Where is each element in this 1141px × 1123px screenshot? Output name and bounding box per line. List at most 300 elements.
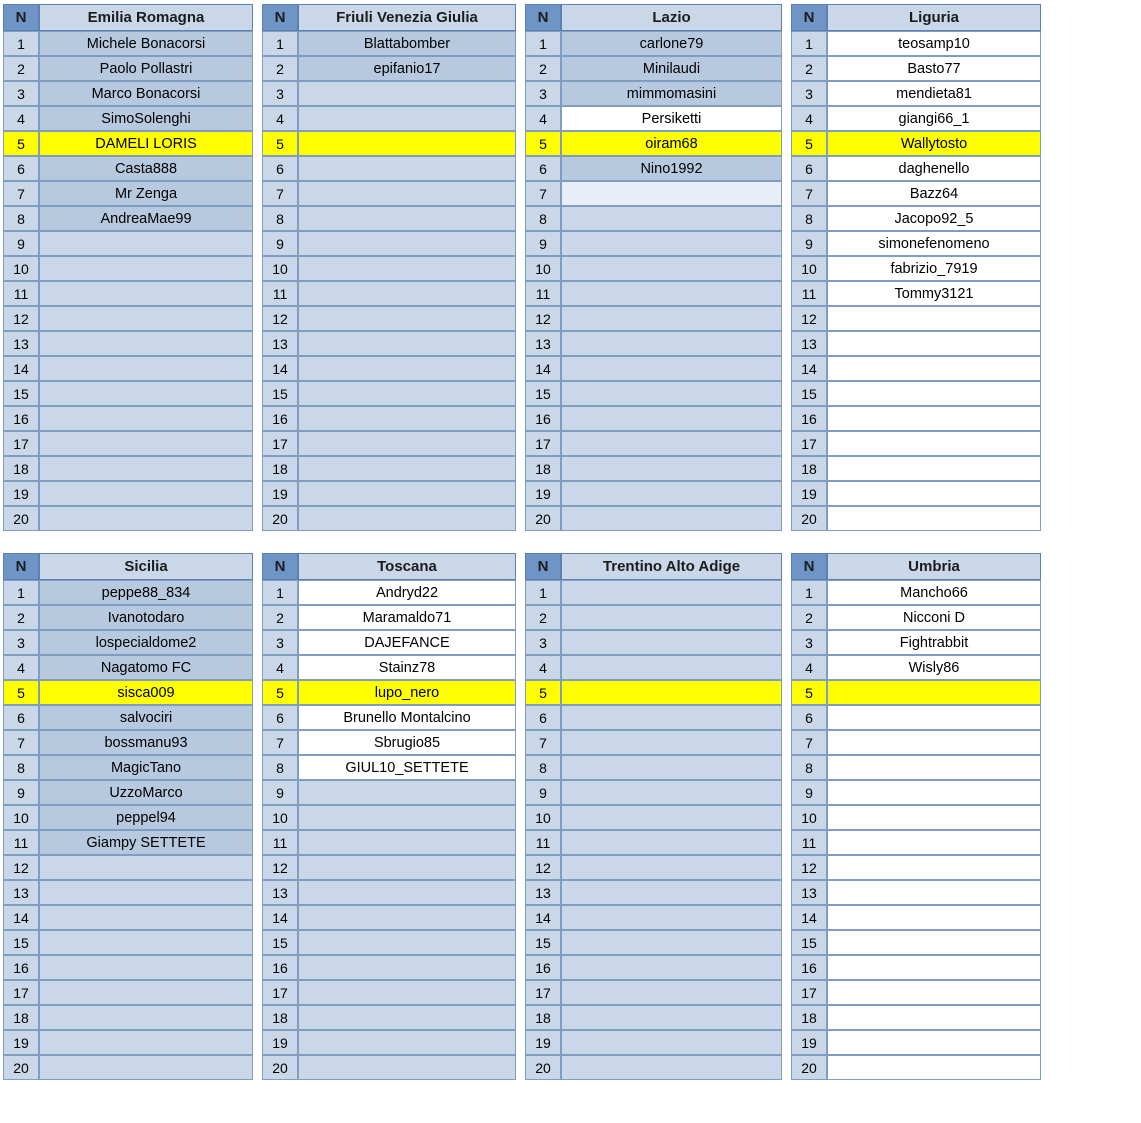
row-number-cell[interactable]: 19	[262, 481, 298, 506]
row-number-cell[interactable]: 19	[262, 1030, 298, 1055]
row-number-cell[interactable]: 17	[3, 980, 39, 1005]
row-number-cell[interactable]: 2	[791, 56, 827, 81]
row-number-cell[interactable]: 7	[791, 730, 827, 755]
player-name-cell[interactable]: Ivanotodaro	[39, 605, 253, 630]
player-name-cell[interactable]	[298, 830, 516, 855]
player-name-cell[interactable]	[827, 855, 1041, 880]
row-number-cell[interactable]: 7	[791, 181, 827, 206]
player-name-cell[interactable]	[561, 1055, 782, 1080]
player-name-cell[interactable]	[827, 780, 1041, 805]
player-name-cell[interactable]: peppel94	[39, 805, 253, 830]
row-number-cell[interactable]: 9	[791, 780, 827, 805]
player-name-cell[interactable]	[39, 256, 253, 281]
row-number-cell[interactable]: 10	[525, 805, 561, 830]
row-number-cell[interactable]: 9	[3, 780, 39, 805]
player-name-cell[interactable]: epifanio17	[298, 56, 516, 81]
row-number-cell[interactable]: 2	[525, 56, 561, 81]
row-number-cell[interactable]: 2	[262, 56, 298, 81]
row-number-cell[interactable]: 8	[3, 206, 39, 231]
player-name-cell[interactable]	[298, 381, 516, 406]
row-number-cell[interactable]: 13	[791, 331, 827, 356]
row-number-cell[interactable]: 9	[3, 231, 39, 256]
row-number-cell[interactable]: 19	[791, 1030, 827, 1055]
player-name-cell[interactable]	[298, 955, 516, 980]
row-number-cell[interactable]: 4	[3, 655, 39, 680]
row-number-cell[interactable]: 10	[3, 256, 39, 281]
player-name-cell[interactable]: UzzoMarco	[39, 780, 253, 805]
row-number-cell[interactable]: 3	[791, 81, 827, 106]
row-number-cell[interactable]: 8	[525, 755, 561, 780]
row-number-cell[interactable]: 3	[262, 81, 298, 106]
row-number-cell[interactable]: 1	[791, 580, 827, 605]
player-name-cell[interactable]	[561, 805, 782, 830]
row-number-cell[interactable]: 19	[3, 481, 39, 506]
row-number-cell[interactable]: 9	[262, 231, 298, 256]
row-number-cell[interactable]: 12	[525, 855, 561, 880]
row-number-cell[interactable]: 17	[262, 431, 298, 456]
row-number-cell[interactable]: 6	[525, 156, 561, 181]
row-number-cell[interactable]: 8	[262, 206, 298, 231]
row-number-cell[interactable]: 20	[262, 506, 298, 531]
row-number-cell[interactable]: 7	[3, 181, 39, 206]
player-name-cell[interactable]	[39, 306, 253, 331]
row-number-cell[interactable]: 1	[525, 580, 561, 605]
row-number-cell[interactable]: 6	[3, 156, 39, 181]
player-name-cell[interactable]	[827, 705, 1041, 730]
row-number-cell[interactable]: 4	[525, 106, 561, 131]
player-name-cell[interactable]	[561, 630, 782, 655]
row-number-cell[interactable]: 14	[791, 905, 827, 930]
row-number-cell[interactable]: 17	[791, 431, 827, 456]
player-name-cell[interactable]	[39, 481, 253, 506]
player-name-cell[interactable]	[827, 456, 1041, 481]
row-number-cell[interactable]: 11	[262, 830, 298, 855]
row-number-cell[interactable]: 8	[791, 755, 827, 780]
row-number-cell[interactable]: 13	[525, 331, 561, 356]
row-number-cell[interactable]: 13	[791, 880, 827, 905]
row-number-cell[interactable]: 13	[262, 331, 298, 356]
player-name-cell[interactable]	[561, 580, 782, 605]
row-number-cell[interactable]: 1	[262, 580, 298, 605]
player-name-cell[interactable]: Mancho66	[827, 580, 1041, 605]
row-number-cell[interactable]: 9	[791, 231, 827, 256]
player-name-cell[interactable]: mimmomasini	[561, 81, 782, 106]
row-number-cell[interactable]: 2	[525, 605, 561, 630]
player-name-cell[interactable]	[561, 331, 782, 356]
player-name-cell[interactable]	[827, 955, 1041, 980]
player-name-cell[interactable]	[561, 1005, 782, 1030]
player-name-cell[interactable]	[298, 880, 516, 905]
player-name-cell[interactable]: GIUL10_SETTETE	[298, 755, 516, 780]
player-name-cell[interactable]: Basto77	[827, 56, 1041, 81]
row-number-cell[interactable]: 19	[525, 1030, 561, 1055]
row-number-cell[interactable]: 5	[3, 131, 39, 156]
row-number-cell[interactable]: 3	[525, 81, 561, 106]
row-number-cell[interactable]: 16	[262, 955, 298, 980]
player-name-cell[interactable]	[827, 331, 1041, 356]
player-name-cell[interactable]: Nino1992	[561, 156, 782, 181]
player-name-cell[interactable]: Brunello Montalcino	[298, 705, 516, 730]
player-name-cell[interactable]	[561, 705, 782, 730]
row-number-cell[interactable]: 17	[791, 980, 827, 1005]
player-name-cell[interactable]: Michele Bonacorsi	[39, 31, 253, 56]
player-name-cell[interactable]	[561, 955, 782, 980]
row-number-cell[interactable]: 20	[525, 506, 561, 531]
row-number-cell[interactable]: 12	[525, 306, 561, 331]
player-name-cell[interactable]	[39, 1005, 253, 1030]
row-number-cell[interactable]: 15	[262, 381, 298, 406]
player-name-cell[interactable]	[39, 406, 253, 431]
row-number-cell[interactable]: 20	[3, 1055, 39, 1080]
row-number-cell[interactable]: 14	[3, 905, 39, 930]
row-number-cell[interactable]: 5	[791, 131, 827, 156]
player-name-cell[interactable]: Maramaldo71	[298, 605, 516, 630]
row-number-cell[interactable]: 12	[3, 306, 39, 331]
player-name-cell[interactable]	[561, 780, 782, 805]
player-name-cell[interactable]	[39, 905, 253, 930]
player-name-cell[interactable]: Stainz78	[298, 655, 516, 680]
player-name-cell[interactable]: Bazz64	[827, 181, 1041, 206]
player-name-cell[interactable]: Casta888	[39, 156, 253, 181]
row-number-cell[interactable]: 5	[525, 680, 561, 705]
player-name-cell[interactable]	[561, 755, 782, 780]
player-name-cell[interactable]: oiram68	[561, 131, 782, 156]
row-number-cell[interactable]: 18	[262, 456, 298, 481]
row-number-cell[interactable]: 9	[525, 231, 561, 256]
player-name-cell[interactable]: lospecialdome2	[39, 630, 253, 655]
row-number-cell[interactable]: 20	[791, 1055, 827, 1080]
row-number-cell[interactable]: 12	[791, 855, 827, 880]
row-number-cell[interactable]: 11	[791, 281, 827, 306]
player-name-cell[interactable]: Giampy SETTETE	[39, 830, 253, 855]
row-number-cell[interactable]: 10	[3, 805, 39, 830]
player-name-cell[interactable]	[298, 81, 516, 106]
player-name-cell[interactable]	[561, 680, 782, 705]
player-name-cell[interactable]: DAMELI LORIS	[39, 131, 253, 156]
player-name-cell[interactable]	[39, 1030, 253, 1055]
row-number-cell[interactable]: 11	[525, 281, 561, 306]
player-name-cell[interactable]	[827, 381, 1041, 406]
player-name-cell[interactable]: bossmanu93	[39, 730, 253, 755]
row-number-cell[interactable]: 15	[525, 381, 561, 406]
player-name-cell[interactable]	[39, 880, 253, 905]
row-number-cell[interactable]: 14	[262, 905, 298, 930]
row-number-cell[interactable]: 3	[525, 630, 561, 655]
player-name-cell[interactable]	[298, 506, 516, 531]
player-name-cell[interactable]: mendieta81	[827, 81, 1041, 106]
player-name-cell[interactable]: Tommy3121	[827, 281, 1041, 306]
row-number-cell[interactable]: 11	[791, 830, 827, 855]
player-name-cell[interactable]	[827, 730, 1041, 755]
player-name-cell[interactable]	[827, 481, 1041, 506]
row-number-cell[interactable]: 18	[3, 456, 39, 481]
row-number-cell[interactable]: 4	[262, 106, 298, 131]
player-name-cell[interactable]: Blattabomber	[298, 31, 516, 56]
row-number-cell[interactable]: 18	[262, 1005, 298, 1030]
player-name-cell[interactable]	[298, 231, 516, 256]
player-name-cell[interactable]	[298, 980, 516, 1005]
row-number-cell[interactable]: 7	[262, 181, 298, 206]
player-name-cell[interactable]	[39, 930, 253, 955]
row-number-cell[interactable]: 5	[3, 680, 39, 705]
player-name-cell[interactable]	[561, 306, 782, 331]
player-name-cell[interactable]	[298, 131, 516, 156]
player-name-cell[interactable]	[39, 381, 253, 406]
player-name-cell[interactable]	[561, 481, 782, 506]
player-name-cell[interactable]	[39, 980, 253, 1005]
row-number-cell[interactable]: 15	[3, 930, 39, 955]
row-number-cell[interactable]: 17	[262, 980, 298, 1005]
player-name-cell[interactable]: Fightrabbit	[827, 630, 1041, 655]
player-name-cell[interactable]	[298, 331, 516, 356]
player-name-cell[interactable]: Nicconi D	[827, 605, 1041, 630]
player-name-cell[interactable]	[298, 256, 516, 281]
player-name-cell[interactable]: Marco Bonacorsi	[39, 81, 253, 106]
player-name-cell[interactable]	[298, 1055, 516, 1080]
row-number-cell[interactable]: 8	[3, 755, 39, 780]
player-name-cell[interactable]: SimoSolenghi	[39, 106, 253, 131]
row-number-cell[interactable]: 11	[3, 281, 39, 306]
row-number-cell[interactable]: 10	[791, 256, 827, 281]
row-number-cell[interactable]: 5	[791, 680, 827, 705]
player-name-cell[interactable]: salvociri	[39, 705, 253, 730]
row-number-cell[interactable]: 18	[525, 1005, 561, 1030]
row-number-cell[interactable]: 3	[3, 630, 39, 655]
player-name-cell[interactable]	[561, 406, 782, 431]
player-name-cell[interactable]	[827, 930, 1041, 955]
row-number-cell[interactable]: 1	[3, 31, 39, 56]
player-name-cell[interactable]	[298, 805, 516, 830]
player-name-cell[interactable]	[561, 830, 782, 855]
row-number-cell[interactable]: 18	[791, 1005, 827, 1030]
row-number-cell[interactable]: 6	[262, 156, 298, 181]
row-number-cell[interactable]: 16	[791, 406, 827, 431]
row-number-cell[interactable]: 4	[791, 106, 827, 131]
player-name-cell[interactable]: Mr Zenga	[39, 181, 253, 206]
row-number-cell[interactable]: 17	[525, 980, 561, 1005]
row-number-cell[interactable]: 15	[525, 930, 561, 955]
player-name-cell[interactable]: fabrizio_7919	[827, 256, 1041, 281]
player-name-cell[interactable]	[561, 256, 782, 281]
player-name-cell[interactable]	[298, 281, 516, 306]
player-name-cell[interactable]: teosamp10	[827, 31, 1041, 56]
player-name-cell[interactable]	[827, 506, 1041, 531]
player-name-cell[interactable]	[39, 431, 253, 456]
row-number-cell[interactable]: 12	[791, 306, 827, 331]
row-number-cell[interactable]: 15	[3, 381, 39, 406]
player-name-cell[interactable]	[561, 281, 782, 306]
row-number-cell[interactable]: 14	[262, 356, 298, 381]
player-name-cell[interactable]: AndreaMae99	[39, 206, 253, 231]
row-number-cell[interactable]: 11	[262, 281, 298, 306]
player-name-cell[interactable]	[827, 1005, 1041, 1030]
player-name-cell[interactable]: Andryd22	[298, 580, 516, 605]
row-number-cell[interactable]: 18	[525, 456, 561, 481]
player-name-cell[interactable]: simonefenomeno	[827, 231, 1041, 256]
row-number-cell[interactable]: 16	[525, 955, 561, 980]
row-number-cell[interactable]: 8	[791, 206, 827, 231]
row-number-cell[interactable]: 13	[3, 880, 39, 905]
row-number-cell[interactable]: 5	[525, 131, 561, 156]
player-name-cell[interactable]	[39, 231, 253, 256]
row-number-cell[interactable]: 7	[3, 730, 39, 755]
row-number-cell[interactable]: 12	[3, 855, 39, 880]
row-number-cell[interactable]: 6	[791, 156, 827, 181]
player-name-cell[interactable]	[561, 880, 782, 905]
row-number-cell[interactable]: 10	[525, 256, 561, 281]
player-name-cell[interactable]	[827, 1030, 1041, 1055]
player-name-cell[interactable]: Minilaudi	[561, 56, 782, 81]
player-name-cell[interactable]	[561, 930, 782, 955]
player-name-cell[interactable]	[561, 855, 782, 880]
player-name-cell[interactable]: sisca009	[39, 680, 253, 705]
player-name-cell[interactable]	[298, 181, 516, 206]
player-name-cell[interactable]	[39, 356, 253, 381]
row-number-cell[interactable]: 2	[3, 56, 39, 81]
row-number-cell[interactable]: 14	[791, 356, 827, 381]
player-name-cell[interactable]	[827, 905, 1041, 930]
player-name-cell[interactable]	[561, 730, 782, 755]
row-number-cell[interactable]: 9	[525, 780, 561, 805]
row-number-cell[interactable]: 8	[525, 206, 561, 231]
player-name-cell[interactable]	[561, 905, 782, 930]
player-name-cell[interactable]: giangi66_1	[827, 106, 1041, 131]
row-number-cell[interactable]: 3	[3, 81, 39, 106]
row-number-cell[interactable]: 16	[262, 406, 298, 431]
player-name-cell[interactable]	[298, 1030, 516, 1055]
row-number-cell[interactable]: 19	[525, 481, 561, 506]
player-name-cell[interactable]	[39, 955, 253, 980]
row-number-cell[interactable]: 15	[262, 930, 298, 955]
player-name-cell[interactable]: Paolo Pollastri	[39, 56, 253, 81]
row-number-cell[interactable]: 16	[3, 955, 39, 980]
row-number-cell[interactable]: 13	[525, 880, 561, 905]
player-name-cell[interactable]: daghenello	[827, 156, 1041, 181]
player-name-cell[interactable]	[561, 1030, 782, 1055]
player-name-cell[interactable]	[39, 331, 253, 356]
row-number-cell[interactable]: 20	[525, 1055, 561, 1080]
row-number-cell[interactable]: 10	[791, 805, 827, 830]
row-number-cell[interactable]: 1	[262, 31, 298, 56]
row-number-cell[interactable]: 6	[791, 705, 827, 730]
player-name-cell[interactable]: peppe88_834	[39, 580, 253, 605]
player-name-cell[interactable]: Persiketti	[561, 106, 782, 131]
player-name-cell[interactable]: Wisly86	[827, 655, 1041, 680]
player-name-cell[interactable]	[827, 880, 1041, 905]
row-number-cell[interactable]: 6	[3, 705, 39, 730]
player-name-cell[interactable]: Sbrugio85	[298, 730, 516, 755]
player-name-cell[interactable]	[561, 181, 782, 206]
player-name-cell[interactable]	[298, 905, 516, 930]
row-number-cell[interactable]: 2	[791, 605, 827, 630]
player-name-cell[interactable]	[298, 306, 516, 331]
player-name-cell[interactable]	[827, 980, 1041, 1005]
player-name-cell[interactable]: carlone79	[561, 31, 782, 56]
player-name-cell[interactable]	[561, 231, 782, 256]
row-number-cell[interactable]: 1	[525, 31, 561, 56]
player-name-cell[interactable]	[561, 456, 782, 481]
row-number-cell[interactable]: 4	[525, 655, 561, 680]
row-number-cell[interactable]: 5	[262, 131, 298, 156]
row-number-cell[interactable]: 2	[3, 605, 39, 630]
player-name-cell[interactable]	[827, 755, 1041, 780]
player-name-cell[interactable]	[827, 356, 1041, 381]
row-number-cell[interactable]: 1	[791, 31, 827, 56]
row-number-cell[interactable]: 11	[3, 830, 39, 855]
row-number-cell[interactable]: 15	[791, 381, 827, 406]
player-name-cell[interactable]	[298, 481, 516, 506]
player-name-cell[interactable]	[39, 855, 253, 880]
player-name-cell[interactable]	[827, 406, 1041, 431]
row-number-cell[interactable]: 7	[262, 730, 298, 755]
row-number-cell[interactable]: 20	[3, 506, 39, 531]
row-number-cell[interactable]: 11	[525, 830, 561, 855]
row-number-cell[interactable]: 16	[791, 955, 827, 980]
player-name-cell[interactable]	[298, 930, 516, 955]
row-number-cell[interactable]: 16	[3, 406, 39, 431]
player-name-cell[interactable]	[298, 1005, 516, 1030]
player-name-cell[interactable]	[298, 206, 516, 231]
player-name-cell[interactable]: Nagatomo FC	[39, 655, 253, 680]
row-number-cell[interactable]: 14	[525, 905, 561, 930]
player-name-cell[interactable]: lupo_nero	[298, 680, 516, 705]
row-number-cell[interactable]: 14	[3, 356, 39, 381]
row-number-cell[interactable]: 6	[525, 705, 561, 730]
player-name-cell[interactable]: MagicTano	[39, 755, 253, 780]
player-name-cell[interactable]	[827, 830, 1041, 855]
player-name-cell[interactable]	[827, 805, 1041, 830]
row-number-cell[interactable]: 19	[791, 481, 827, 506]
row-number-cell[interactable]: 16	[525, 406, 561, 431]
row-number-cell[interactable]: 10	[262, 256, 298, 281]
row-number-cell[interactable]: 7	[525, 181, 561, 206]
row-number-cell[interactable]: 18	[791, 456, 827, 481]
player-name-cell[interactable]	[827, 306, 1041, 331]
row-number-cell[interactable]: 10	[262, 805, 298, 830]
row-number-cell[interactable]: 19	[3, 1030, 39, 1055]
row-number-cell[interactable]: 13	[3, 331, 39, 356]
row-number-cell[interactable]: 12	[262, 306, 298, 331]
player-name-cell[interactable]	[561, 431, 782, 456]
row-number-cell[interactable]: 6	[262, 705, 298, 730]
row-number-cell[interactable]: 8	[262, 755, 298, 780]
player-name-cell[interactable]	[561, 206, 782, 231]
player-name-cell[interactable]: Jacopo92_5	[827, 206, 1041, 231]
row-number-cell[interactable]: 15	[791, 930, 827, 955]
player-name-cell[interactable]	[561, 356, 782, 381]
player-name-cell[interactable]	[827, 431, 1041, 456]
player-name-cell[interactable]: Wallytosto	[827, 131, 1041, 156]
row-number-cell[interactable]: 5	[262, 680, 298, 705]
row-number-cell[interactable]: 4	[262, 655, 298, 680]
player-name-cell[interactable]	[39, 506, 253, 531]
row-number-cell[interactable]: 17	[525, 431, 561, 456]
player-name-cell[interactable]	[298, 855, 516, 880]
player-name-cell[interactable]	[298, 780, 516, 805]
player-name-cell[interactable]	[561, 980, 782, 1005]
player-name-cell[interactable]	[298, 431, 516, 456]
player-name-cell[interactable]	[298, 406, 516, 431]
player-name-cell[interactable]	[561, 655, 782, 680]
player-name-cell[interactable]: DAJEFANCE	[298, 630, 516, 655]
player-name-cell[interactable]	[827, 680, 1041, 705]
row-number-cell[interactable]: 2	[262, 605, 298, 630]
player-name-cell[interactable]	[298, 456, 516, 481]
player-name-cell[interactable]	[561, 506, 782, 531]
row-number-cell[interactable]: 9	[262, 780, 298, 805]
player-name-cell[interactable]	[39, 281, 253, 306]
row-number-cell[interactable]: 14	[525, 356, 561, 381]
